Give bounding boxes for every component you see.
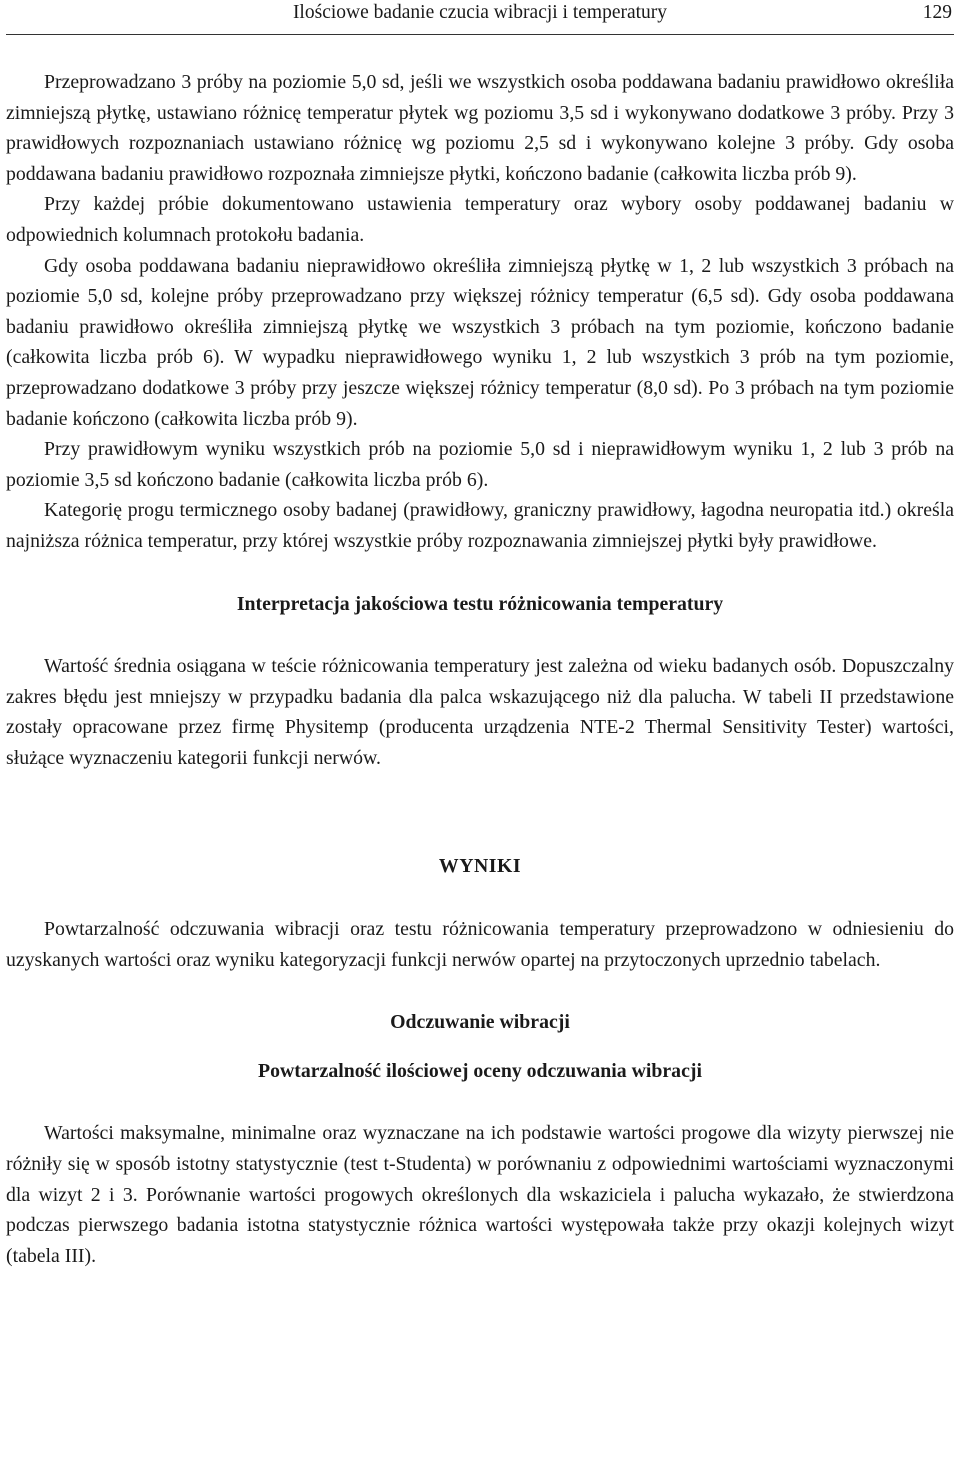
paragraph-interpretation: Wartość średnia osiągana w teście różnicowania temperatury jest zależna od wieku badanych osób. Dopuszczalny zakres błędu jest mniejszy w przypadku badania dla palca wskazującego niż dla palucha. W tabeli II przedstawione zostały opracowane przez firmę Physitemp (producenta urządzenia NTE-2 Thermal Sensitivity Tester) wartości, służące wyznaczeniu kategorii funkcji nerwów.	[6, 655, 954, 769]
page-number: 129	[922, 2, 952, 23]
section-heading-vibration: Odczuwanie wibracji	[390, 1011, 570, 1034]
subsection-heading-vibration-repeatability: Powtarzalność ilościowej oceny odczuwania wibracji	[258, 1059, 702, 1082]
running-header-title: Ilościowe badanie czucia wibracji i temperatury	[292, 2, 668, 23]
vibration-section	[6, 1118, 954, 1271]
paragraph-results: Powtarzalność odczuwania wibracji oraz testu różnicowania temperatury przeprowadzono w odniesieniu do uzyskanych wartości oraz wyniku kategoryzacji funkcji nerwów opartej na przytoczonych uprzednio tabelach.	[6, 918, 954, 971]
interpretation-section	[6, 651, 954, 773]
paragraph-vibration: Wartości maksymalne, minimalne oraz wyznaczane na ich podstawie wartości progowe dla wizyty pierwszej nie różniły się w sposób istotny statystycznie (test t-Studenta) w porównaniu z odpowiednimi wartościami wyznaczonymi dla wizyt 2 i 3. Porównanie wartości progowych określonych dla wskaziciela i palucha wykazało, że stwierdzona podczas pierwszego badania istotna statystycznie różnica wartości występowała także przy okazji kolejnych wizyt (tabela III).	[6, 1122, 954, 1267]
results-section	[6, 914, 954, 975]
method-section	[6, 67, 954, 557]
paragraph-method-3: Gdy osoba poddawana badaniu nieprawidłowo określiła zimniejszą płytkę w 1, 2 lub wszystkich 3 próbach na poziomie 5,0 sd, kolejne próby przeprowadzano przy większej różnicy temperatur (6,5 sd). Gdy osoba poddawana badaniu prawidłowo określiła zimniejszą płytkę we wszystkich 3 próbach na tym poziomie, kończono badanie (całkowita liczba prób 6). W wypadku nieprawidłowego wyniku 1, 2 lub wszystkich 3 prób na tym poziomie, przeprowadzano dodatkowe 3 próby przy jeszcze większej różnicy temperatur (8,0 sd). Po 3 próbach na tym poziomie badanie kończono (całkowita liczba prób 9).	[6, 254, 954, 430]
running-header	[6, 0, 954, 35]
section-heading-interpretation: Interpretacja jakościowa testu różnicowania temperatury	[236, 592, 724, 615]
paragraph-method-5: Kategorię progu termicznego osoby badanej (prawidłowy, graniczny prawidłowy, łagodna neuropatia itd.) określa najniższa różnica temperatur, przy której wszystkie próby rozpoznawania zimniejszej płytki były prawidłowe.	[6, 499, 954, 552]
paragraph-method-4: Przy prawidłowym wyniku wszystkich prób na poziomie 5,0 sd i nieprawidłowym wyniku 1, 2 lub 3 prób na poziomie 3,5 sd kończono badanie (całkowita liczba prób 6).	[6, 438, 954, 491]
paragraph-method-2: Przy każdej próbie dokumentowano ustawienia temperatury oraz wybory osoby poddawanej badaniu w odpowiednich kolumnach protokołu badania.	[6, 193, 954, 246]
document-page	[6, 0, 954, 1271]
section-heading-results: WYNIKI	[438, 855, 522, 878]
paragraph-method-1: Przeprowadzano 3 próby na poziomie 5,0 sd, jeśli we wszystkich osoba poddawana badaniu prawidłowo określiła zimniejszą płytkę, ustawiano różnicę temperatur płytek wg poziomu 3,5 sd i wykonywano dodatkowe 3 próby. Przy 3 prawidłowych rozpoznaniach ustawiano różnicę wg poziomu 2,5 sd i wykonywano kolejne 3 próby. Gdy osoba poddawana badaniu prawidłowo rozpoznała zimniejsze płytki, kończono badanie (całkowita liczba prób 9).	[6, 71, 954, 185]
